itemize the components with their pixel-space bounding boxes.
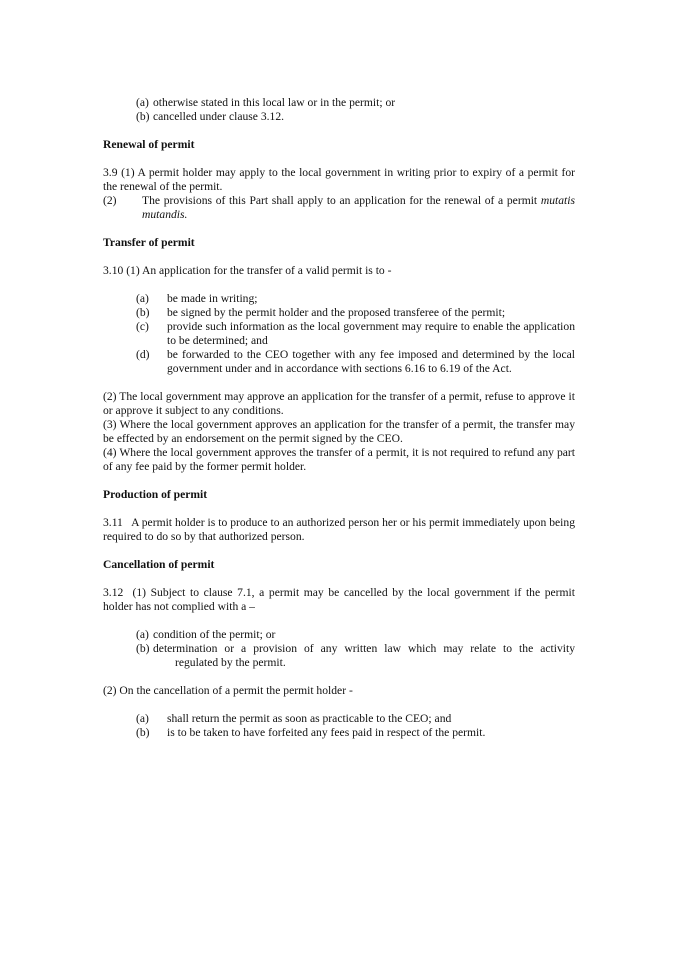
document-page — [103, 96, 578, 740]
list-item — [136, 292, 575, 306]
list-text: condition of the permit; or — [153, 628, 276, 641]
transfer-paragraph-3: (3) Where the local government approves an application for the transfer of a permit, the transfer may be effected by an endorsement on the permit signed by the CEO. — [103, 418, 575, 445]
intro-list — [136, 96, 575, 124]
list-marker: (b) — [136, 642, 150, 655]
list-marker: (c) — [136, 320, 149, 333]
transfer-paragraph-2: (2) The local government may approve an application for the transfer of a permit, refuse to approve it or approve it subject to any conditions. — [103, 390, 575, 417]
list-item — [136, 642, 575, 670]
list-item — [136, 348, 575, 376]
list-marker: (a) — [136, 96, 149, 109]
list-text: be signed by the permit holder and the proposed transferee of the permit; — [167, 306, 506, 319]
transfer-intro: 3.10 (1) An application for the transfer of a valid permit is to - — [103, 264, 392, 277]
list-text: be made in writing; — [167, 292, 258, 305]
list-marker: (a) — [136, 292, 149, 305]
list-text: is to be taken to have forfeited any fees paid in respect of the permit. — [167, 726, 486, 739]
list-marker: (b) — [136, 306, 150, 319]
list-marker: (d) — [136, 348, 150, 361]
list-marker: (a) — [136, 628, 149, 641]
section-heading-production: Production of permit — [103, 488, 208, 501]
list-text: otherwise stated in this local law or in the permit; or — [153, 96, 396, 109]
list-item — [136, 712, 575, 726]
list-item — [136, 726, 575, 740]
paragraph-text: The provisions of this Part shall apply to an application for the renewal of a permit — [142, 194, 538, 207]
list-item — [136, 306, 575, 320]
list-item — [136, 628, 575, 642]
paragraph-marker: (2) — [103, 194, 117, 207]
list-item — [136, 96, 575, 110]
list-text: be forwarded to the CEO together with any fee imposed and determined by the local government under and in accordance with sections 6.16 to 6.19 of the Act. — [167, 348, 575, 375]
list-text-continuation: regulated by the permit. — [175, 656, 286, 669]
section-heading-cancellation: Cancellation of permit — [103, 558, 215, 571]
transfer-paragraph-4: (4) Where the local government approves the transfer of a permit, it is not required to refund any part of any fee paid by the former permit holder. — [103, 446, 575, 473]
list-text: shall return the permit as soon as practicable to the CEO; and — [167, 712, 452, 725]
production-paragraph: 3.11 A permit holder is to produce to an authorized person her or his permit immediately upon being required to do so by that authorized person. — [103, 516, 578, 543]
cancellation-list-2 — [136, 712, 575, 740]
section-heading-transfer: Transfer of permit — [103, 236, 195, 249]
list-marker: (b) — [136, 110, 150, 123]
transfer-list — [136, 292, 575, 376]
cancellation-paragraph-1: 3.12 (1) Subject to clause 7.1, a permit may be cancelled by the local government if the permit holder has not complied with a – — [103, 586, 578, 613]
list-text: cancelled under clause 3.12. — [153, 110, 285, 123]
list-item — [136, 110, 575, 124]
list-text: provide such information as the local government may require to enable the application to be determined; and — [167, 320, 575, 347]
list-item — [136, 320, 575, 348]
list-marker: (b) — [136, 726, 150, 739]
italic-text: mutatis mutandis. — [142, 194, 575, 221]
section-heading-renewal: Renewal of permit — [103, 138, 195, 151]
cancellation-paragraph-2: (2) On the cancellation of a permit the permit holder - — [103, 684, 353, 697]
list-text: determination or a provision of any written law which may relate to the activity — [153, 642, 575, 655]
cancellation-list-1 — [136, 628, 575, 670]
renewal-paragraph-2 — [103, 194, 575, 222]
renewal-paragraph-1: 3.9 (1) A permit holder may apply to the local government in writing prior to expiry of a permit for the renewal of the permit. — [103, 166, 575, 193]
list-marker: (a) — [136, 712, 149, 725]
